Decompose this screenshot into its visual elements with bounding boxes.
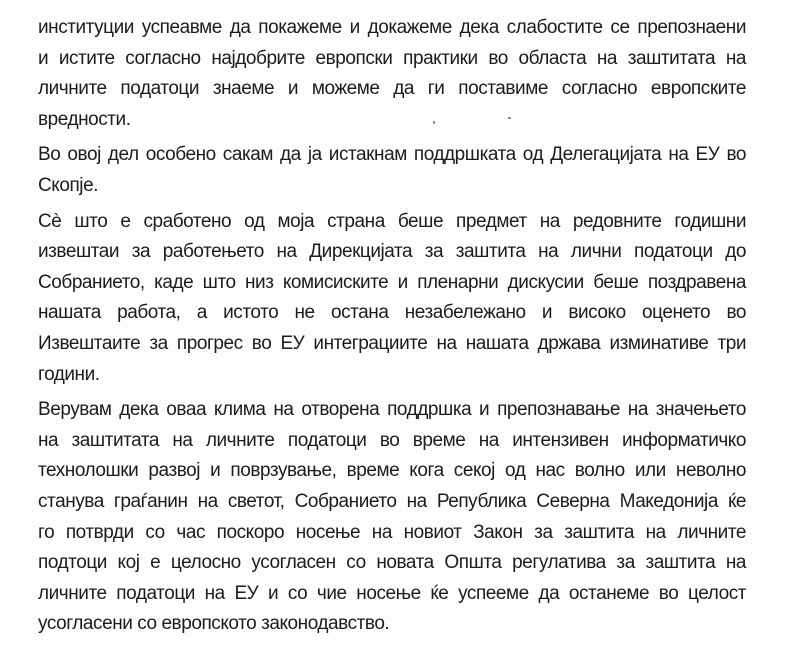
text-line: вредности.: [38, 108, 131, 130]
text-line: го потврди со час поскоро носење на новиот Закон за заштита на личните: [38, 521, 746, 543]
text-line: усогласени со европското законодавство.: [38, 613, 390, 635]
text-line: на заштитата на личните податоци во време на интензивен информатичко: [38, 429, 746, 451]
text-line: Во овој дел особено сакам да ја истакнам поддршката од Делегацијата на ЕУ во: [38, 144, 746, 166]
text-line: Извештаите за прогрес во ЕУ интеграциите на нашата држава изминативе три: [38, 332, 746, 354]
scan-speck: [433, 121, 435, 124]
text-line: Сè што е сработено од моја страна беше предмет на редовните годишни: [38, 210, 746, 232]
text-line: нашата работа, а истото не остана незабележано и високо оценето во: [38, 302, 746, 324]
text-line: личните податоци на ЕУ и со чие носење ќе успееме да останеме во целост: [38, 582, 746, 604]
text-line: личните податоци знаеме и можеме да ги поставиме согласно европските: [38, 78, 746, 100]
text-line: станува граѓанин на светот, Собранието на Република Северна Македонија ќе: [38, 490, 746, 512]
document-page: [38, 13, 746, 645]
paragraph: [38, 140, 746, 201]
text-line: технолошки развој и поврзување, време кога секој од нас волно или неволно: [38, 460, 746, 482]
paragraph: [38, 13, 746, 135]
paragraph: [38, 207, 746, 391]
paragraph: [38, 395, 746, 640]
text-line: години.: [38, 363, 100, 385]
text-line: извештаи за работењето на Дирекцијата за заштита на лични податоци до: [38, 241, 746, 263]
text-line: подтоци кој е целосно усогласен со новата Општа регулатива за заштита на: [38, 552, 746, 574]
text-line: Скопје.: [38, 174, 99, 196]
text-line: институции успеавме да покажеме и докажеме дека слабостите се препознаени: [38, 17, 746, 38]
text-line: Верувам дека оваа клима на отворена поддршка и препознавање на значењето: [38, 399, 746, 421]
scan-speck: [508, 117, 511, 119]
text-line: Собранието, каде што низ комисиските и пленарни дискусии беше поздравена: [38, 271, 746, 293]
text-line: и истите согласно најдобрите европски практики во областа на заштитата на: [38, 47, 746, 69]
